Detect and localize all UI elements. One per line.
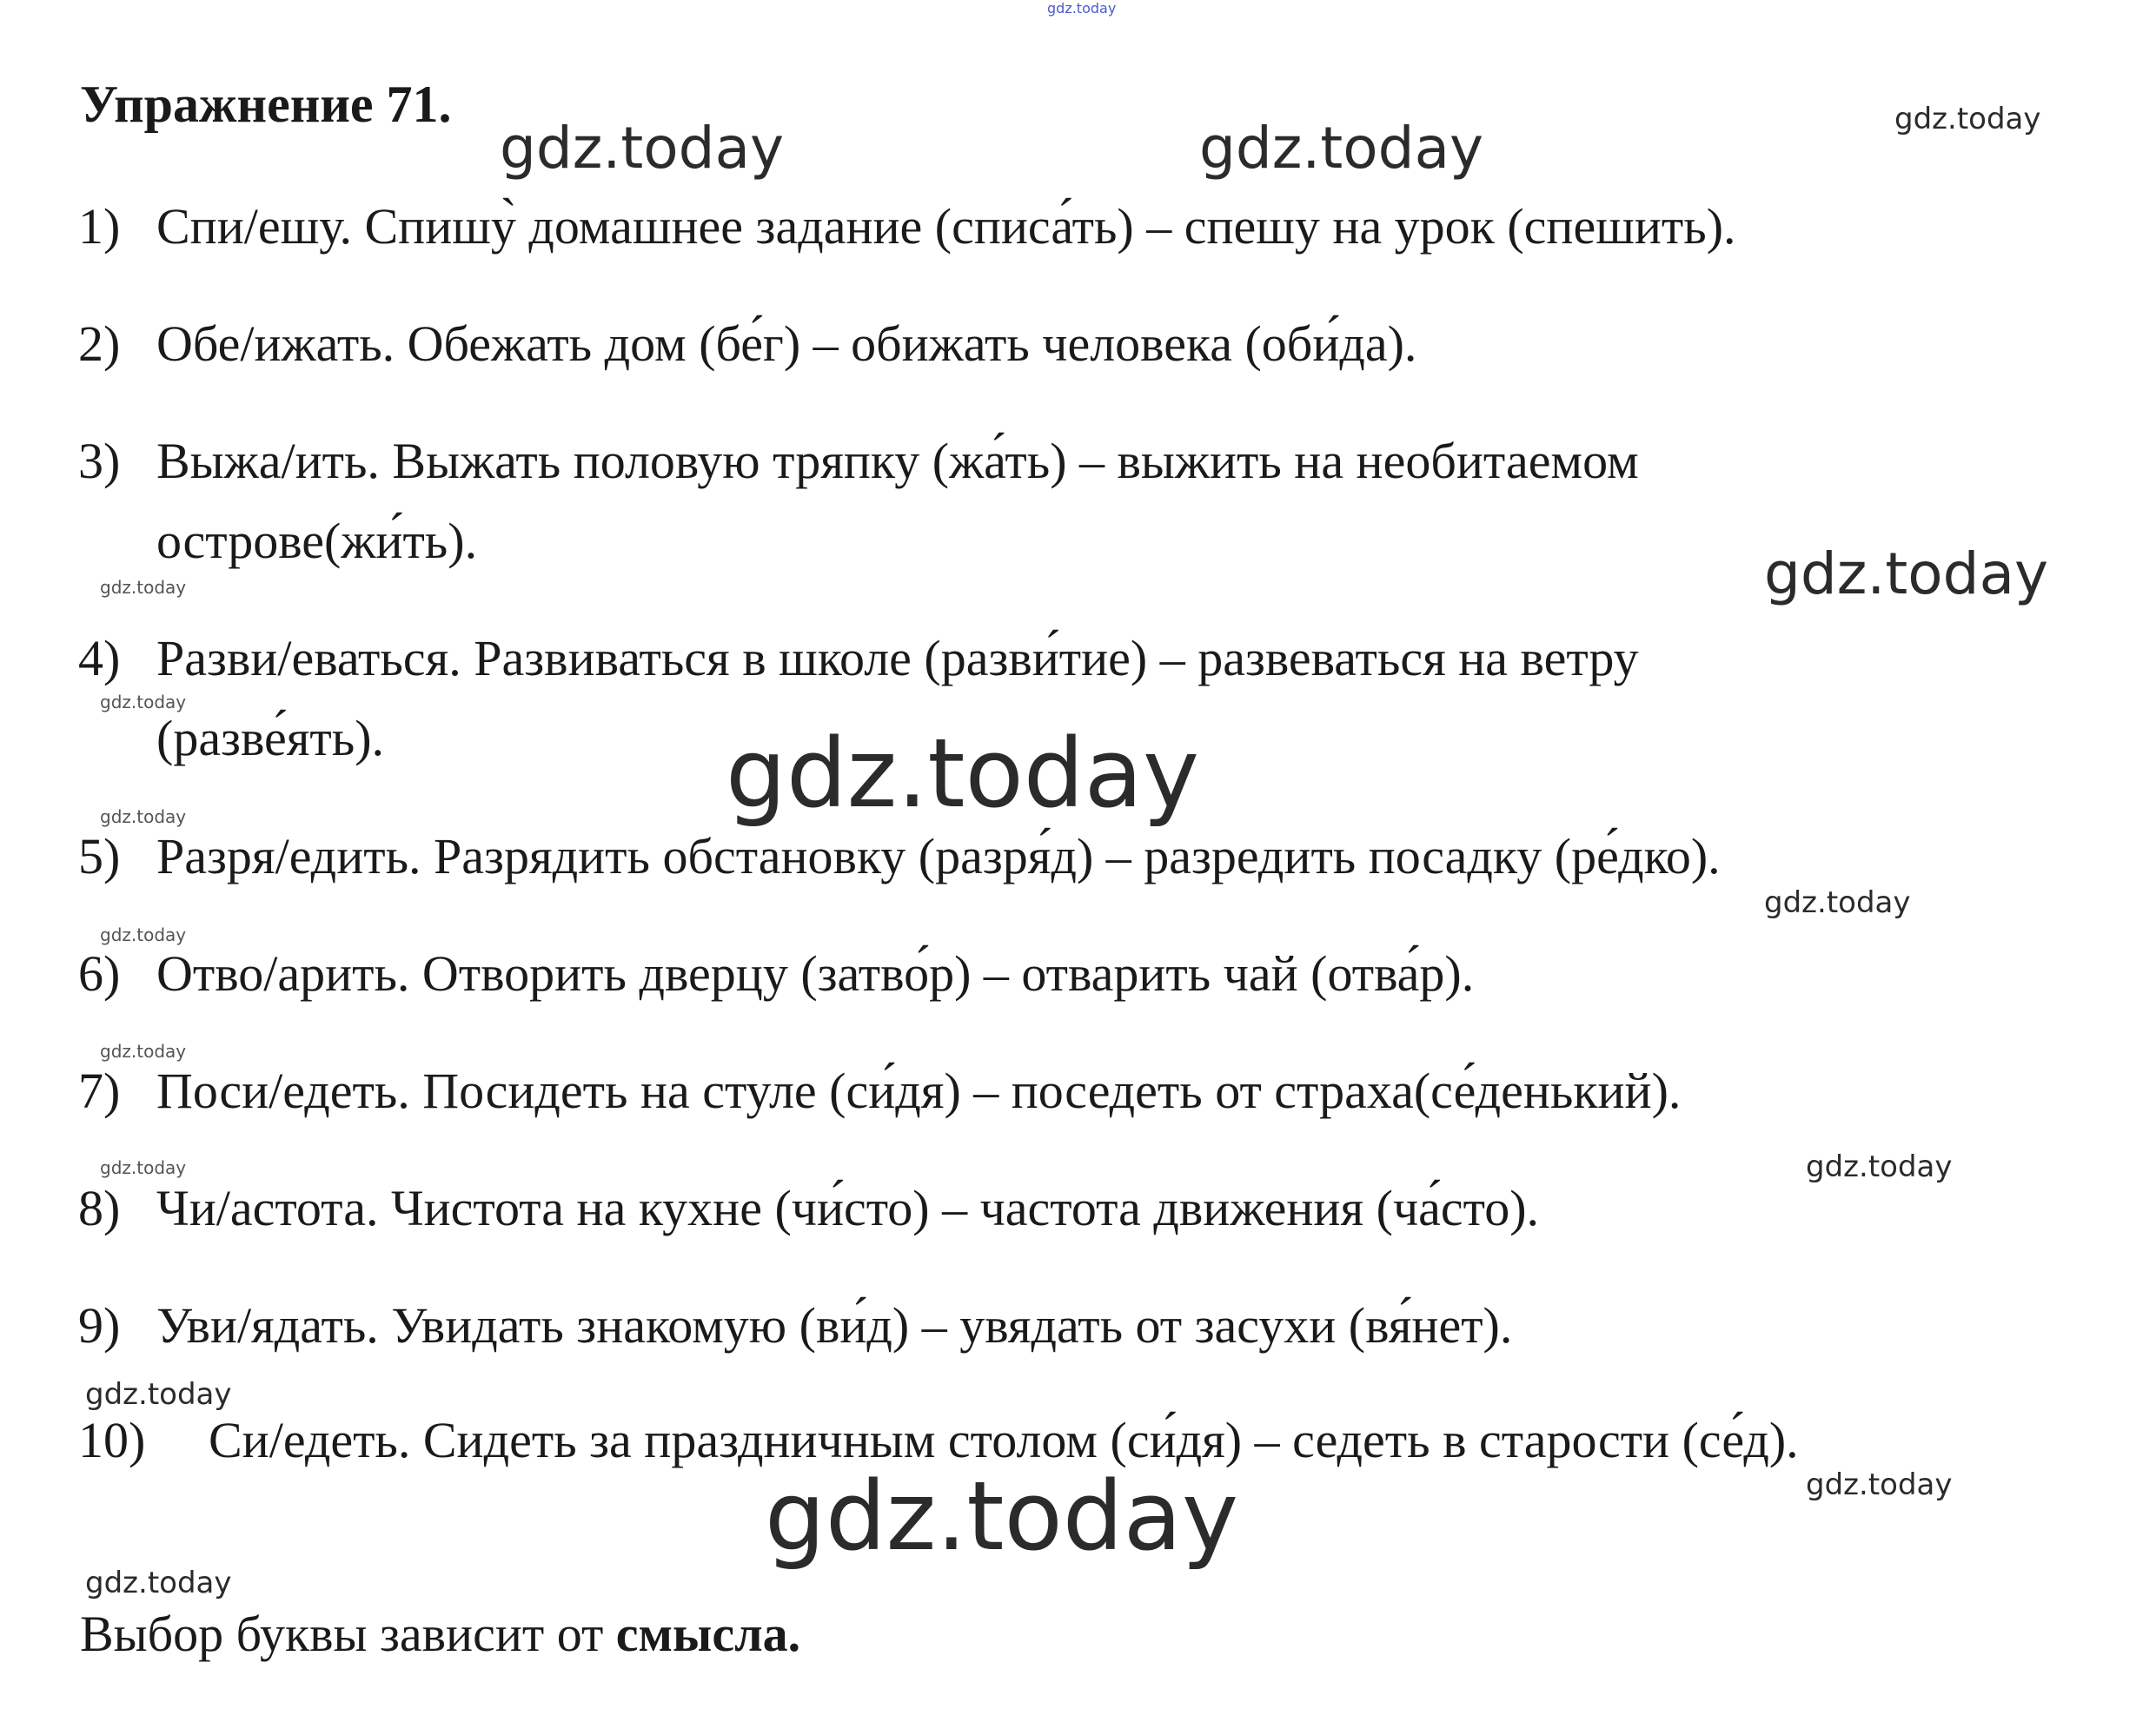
conclusion [80, 1594, 800, 1674]
item-number: 4) [78, 630, 121, 686]
watermark: gdz.today [726, 718, 1200, 829]
item-text-continued: (разве́ять). [156, 710, 385, 766]
watermark: gdz.today [100, 577, 187, 598]
item-text: Поси/едеть. Посидеть на стуле (си́дя) – поседеть от страха(се́денький). [156, 1063, 1682, 1119]
watermark: gdz.today [1047, 0, 1117, 17]
item-text: Отво/арить. Отворить дверцу (затво́р) – отварить чай (отва́р). [156, 945, 1475, 1002]
watermark: gdz.today [85, 1566, 232, 1600]
watermark: gdz.today [1806, 1149, 1953, 1184]
watermark: gdz.today [500, 115, 785, 182]
item-text: Уви/ядать. Увидать знакомую (ви́д) – увядать от засухи (вя́нет). [156, 1297, 1513, 1354]
watermark: gdz.today [765, 1461, 1239, 1572]
exercise-title: Упражнение 71. [80, 76, 452, 133]
item-text: Чи/астота. Чистота на кухне (чи́сто) – частота движения (ча́сто). [156, 1180, 1540, 1236]
conclusion-text: Выбор буквы зависит от [80, 1606, 616, 1662]
item-number: 3) [78, 433, 121, 489]
watermark: gdz.today [1894, 102, 2041, 136]
watermark: gdz.today [100, 692, 187, 712]
item-text: Си/едеть. Сидеть за праздничным столом (си́дя) – седеть в старости (се́д). [209, 1412, 1799, 1468]
conclusion-bold: смысла. [615, 1606, 801, 1662]
watermark: gdz.today [85, 1377, 232, 1412]
watermark: gdz.today [1806, 1467, 1953, 1502]
item-number: 9) [78, 1297, 121, 1354]
item-text: Выжа/ить. Выжать половую тряпку (жа́ть) – выжить на необитаемом [156, 433, 1639, 489]
watermark: gdz.today [1764, 540, 2049, 607]
watermark: gdz.today [1199, 115, 1484, 182]
watermark: gdz.today [100, 1041, 187, 1062]
item-text: Разви/еваться. Развиваться в школе (разви́тие) – развеваться на ветру [156, 630, 1639, 686]
item-number: 6) [78, 945, 121, 1002]
item-text: Обе/ижать. Обежать дом (бе́г) – обижать человека (оби́да). [156, 315, 1417, 372]
item-text-continued: острове(жи́ть). [156, 513, 478, 569]
item-number: 7) [78, 1063, 121, 1119]
item-number: 10) [78, 1412, 146, 1468]
watermark: gdz.today [100, 806, 187, 827]
watermark: gdz.today [1764, 885, 1911, 920]
item-text: Спи/ешу. Спишу̀ домашнее задание (списа́ть) – спешу на урок (спешить). [156, 198, 1736, 255]
item-number: 8) [78, 1180, 121, 1236]
watermark: gdz.today [100, 924, 187, 945]
item-number: 1) [78, 198, 121, 255]
item-number: 5) [78, 828, 121, 884]
item-text: Разря/едить. Разрядить обстановку (разря́д) – разредить посадку (ре́дко). [156, 828, 1721, 884]
item-number: 2) [78, 315, 121, 372]
watermark: gdz.today [100, 1157, 187, 1178]
